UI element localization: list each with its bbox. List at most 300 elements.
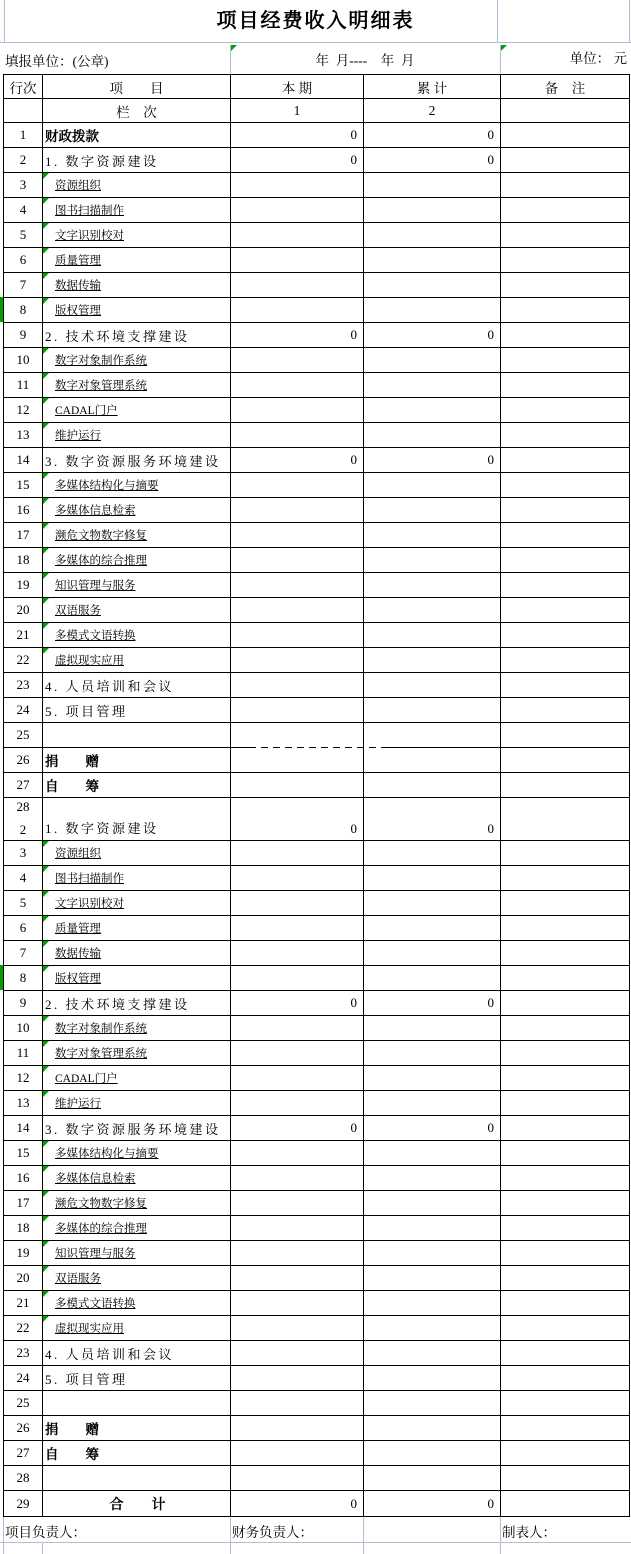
- remark-cell[interactable]: [501, 1166, 629, 1190]
- current-value-cell[interactable]: [231, 1416, 364, 1440]
- item-cell[interactable]: 多媒体结构化与摘要: [43, 1141, 231, 1165]
- cumulative-value-cell[interactable]: [364, 523, 501, 547]
- item-cell[interactable]: 1. 数字资源建设: [43, 148, 231, 172]
- item-cell[interactable]: 数字对象制作系统: [43, 1016, 231, 1040]
- cell-flag-icon: [43, 1241, 49, 1247]
- remark-cell[interactable]: [501, 1066, 629, 1090]
- remark-cell[interactable]: [501, 1091, 629, 1115]
- current-value-cell[interactable]: 0: [231, 798, 364, 840]
- lanci-remark-blank[interactable]: [501, 99, 629, 122]
- current-value-cell[interactable]: [231, 1041, 364, 1065]
- project-lead-label[interactable]: 项目负责人：: [5, 1525, 86, 1540]
- remark-cell[interactable]: [501, 473, 629, 497]
- remark-cell[interactable]: [501, 891, 629, 915]
- row-no-cell[interactable]: 14: [4, 1116, 43, 1140]
- lanci-blank[interactable]: [4, 99, 43, 122]
- current-value-cell[interactable]: [231, 916, 364, 940]
- remark-cell[interactable]: [501, 1291, 629, 1315]
- cumulative-value-cell[interactable]: 0: [364, 1116, 501, 1140]
- currency-unit-cell[interactable]: 单位： 元: [569, 51, 627, 66]
- remark-cell[interactable]: [501, 223, 629, 247]
- item-cell[interactable]: 数据传输: [43, 273, 231, 297]
- remark-cell[interactable]: [501, 748, 629, 772]
- current-value-cell[interactable]: 0: [231, 1491, 364, 1516]
- item-cell[interactable]: 数字对象管理系统: [43, 1041, 231, 1065]
- cumulative-value-cell[interactable]: 0: [364, 123, 501, 147]
- current-value-cell[interactable]: [231, 1366, 364, 1390]
- remark-cell[interactable]: [501, 248, 629, 272]
- item-cell[interactable]: 捐 赠: [43, 748, 231, 772]
- header-current[interactable]: 本 期: [231, 75, 364, 98]
- row-no-cell[interactable]: 21: [4, 623, 43, 647]
- row-no-cell[interactable]: 14: [4, 448, 43, 472]
- row-no-cell[interactable]: 25: [4, 1391, 43, 1415]
- header-cumulative[interactable]: 累 计: [364, 75, 501, 98]
- current-value-cell[interactable]: [231, 1341, 364, 1365]
- current-value-cell[interactable]: [231, 423, 364, 447]
- cumulative-value-cell[interactable]: [364, 966, 501, 990]
- current-value-cell[interactable]: 0: [231, 148, 364, 172]
- item-cell[interactable]: [43, 1466, 231, 1490]
- item-cell[interactable]: 5. 项目管理: [43, 1366, 231, 1390]
- item-cell[interactable]: [43, 723, 231, 747]
- row-no-cell[interactable]: 13: [4, 1091, 43, 1115]
- row-no-cell[interactable]: [4, 798, 43, 840]
- current-value-cell[interactable]: [231, 841, 364, 865]
- row-no-cell[interactable]: 26: [4, 748, 43, 772]
- item-cell[interactable]: 5. 项目管理: [43, 698, 231, 722]
- remark-cell[interactable]: [501, 123, 629, 147]
- remark-cell[interactable]: [501, 598, 629, 622]
- table-row: [4, 448, 629, 473]
- remark-cell[interactable]: [501, 148, 629, 172]
- row-no-cell[interactable]: 27: [4, 1441, 43, 1465]
- cumulative-value-cell[interactable]: 0: [364, 991, 501, 1015]
- remark-cell[interactable]: [501, 966, 629, 990]
- cumulative-value-cell[interactable]: [364, 1166, 501, 1190]
- item-cell[interactable]: 知识管理与服务: [43, 1241, 231, 1265]
- current-value-cell[interactable]: [231, 966, 364, 990]
- item-cell[interactable]: 知识管理与服务: [43, 573, 231, 597]
- current-value-cell[interactable]: [231, 1241, 364, 1265]
- current-value-cell[interactable]: [231, 1066, 364, 1090]
- row-no-cell[interactable]: 5: [4, 223, 43, 247]
- current-value-cell[interactable]: [231, 298, 364, 322]
- current-value-cell[interactable]: [231, 1216, 364, 1240]
- item-cell[interactable]: 多媒体的综合推理: [43, 548, 231, 572]
- lanci-col1[interactable]: 1: [231, 99, 364, 122]
- preparer-label[interactable]: 制表人：: [502, 1525, 556, 1540]
- remark-cell[interactable]: [501, 273, 629, 297]
- cumulative-value-cell[interactable]: [364, 841, 501, 865]
- remark-cell[interactable]: [501, 773, 629, 797]
- item-cell[interactable]: 图书扫描制作: [43, 198, 231, 222]
- current-value-cell[interactable]: [231, 198, 364, 222]
- item-cell[interactable]: 4. 人员培训和会议: [43, 1341, 231, 1365]
- row-no-cell[interactable]: 20: [4, 598, 43, 622]
- cumulative-value-cell[interactable]: [364, 773, 501, 797]
- cumulative-value-cell[interactable]: [364, 1266, 501, 1290]
- cumulative-value-cell[interactable]: [364, 298, 501, 322]
- cumulative-value-cell[interactable]: [364, 916, 501, 940]
- current-value-cell[interactable]: [231, 1291, 364, 1315]
- row-no-cell[interactable]: 11: [4, 373, 43, 397]
- cumulative-value-cell[interactable]: [364, 223, 501, 247]
- remark-cell[interactable]: [501, 991, 629, 1015]
- reporting-unit-cell[interactable]: 填报单位：(公章): [5, 54, 109, 69]
- row-no-cell[interactable]: 12: [4, 398, 43, 422]
- cumulative-value-cell[interactable]: [364, 941, 501, 965]
- item-cell[interactable]: 财政拨款: [43, 123, 231, 147]
- current-value-cell[interactable]: 0: [231, 323, 364, 347]
- current-value-cell[interactable]: [231, 373, 364, 397]
- cumulative-value-cell[interactable]: [364, 423, 501, 447]
- remark-cell[interactable]: [501, 798, 629, 840]
- remark-cell[interactable]: [501, 673, 629, 697]
- cumulative-value-cell[interactable]: [364, 1366, 501, 1390]
- item-cell[interactable]: 维护运行: [43, 1091, 231, 1115]
- row-no-cell[interactable]: 5: [4, 891, 43, 915]
- item-cell[interactable]: 质量管理: [43, 916, 231, 940]
- current-value-cell[interactable]: [231, 698, 364, 722]
- remark-cell[interactable]: [501, 1191, 629, 1215]
- item-cell[interactable]: 双语服务: [43, 1266, 231, 1290]
- cumulative-value-cell[interactable]: [364, 1216, 501, 1240]
- row-no-cell[interactable]: 9: [4, 991, 43, 1015]
- cumulative-value-cell[interactable]: [364, 866, 501, 890]
- cumulative-value-cell[interactable]: [364, 648, 501, 672]
- row-no-cell[interactable]: 2: [4, 148, 43, 172]
- cumulative-value-cell[interactable]: [364, 1241, 501, 1265]
- item-cell[interactable]: 文字识别校对: [43, 223, 231, 247]
- row-no-cell[interactable]: 29: [4, 1491, 43, 1516]
- meta-row: [0, 43, 631, 74]
- cumulative-value-cell[interactable]: 0: [364, 448, 501, 472]
- current-value-cell[interactable]: [231, 398, 364, 422]
- remark-cell[interactable]: [501, 1241, 629, 1265]
- remark-cell[interactable]: [501, 1341, 629, 1365]
- item-cell[interactable]: 多媒体信息检索: [43, 1166, 231, 1190]
- item-cell[interactable]: 2. 技术环境支撑建设: [43, 991, 231, 1015]
- current-value-cell[interactable]: [231, 773, 364, 797]
- remark-cell[interactable]: [501, 398, 629, 422]
- finance-lead-label[interactable]: 财务负责人：: [232, 1525, 313, 1540]
- item-cell[interactable]: 虚拟现实应用: [43, 648, 231, 672]
- remark-cell[interactable]: [501, 548, 629, 572]
- remark-cell[interactable]: [501, 1016, 629, 1040]
- item-cell[interactable]: 多媒体的综合推理: [43, 1216, 231, 1240]
- current-value-cell[interactable]: [231, 1466, 364, 1490]
- row-no-cell[interactable]: 6: [4, 916, 43, 940]
- current-value-cell[interactable]: [231, 548, 364, 572]
- current-value-cell[interactable]: [231, 1316, 364, 1340]
- remark-cell[interactable]: [501, 498, 629, 522]
- cumulative-value-cell[interactable]: [364, 623, 501, 647]
- cumulative-value-cell[interactable]: [364, 1416, 501, 1440]
- item-cell[interactable]: 文字识别校对: [43, 891, 231, 915]
- item-cell[interactable]: 3. 数字资源服务环境建设: [43, 1116, 231, 1140]
- item-cell[interactable]: 质量管理: [43, 248, 231, 272]
- current-value-cell[interactable]: [231, 748, 364, 772]
- row-no-cell[interactable]: 15: [4, 473, 43, 497]
- lanci-label[interactable]: 栏 次: [43, 99, 231, 122]
- row-no-cell[interactable]: 24: [4, 1366, 43, 1390]
- row-no-cell[interactable]: 24: [4, 698, 43, 722]
- current-value-cell[interactable]: [231, 623, 364, 647]
- item-cell[interactable]: 资源组织: [43, 173, 231, 197]
- cumulative-value-cell[interactable]: [364, 1066, 501, 1090]
- item-cell[interactable]: 1. 数字资源建设: [43, 798, 231, 840]
- remark-cell[interactable]: [501, 348, 629, 372]
- item-cell[interactable]: 版权管理: [43, 966, 231, 990]
- cumulative-value-cell[interactable]: [364, 1191, 501, 1215]
- table-row: [4, 523, 629, 548]
- current-value-cell[interactable]: [231, 248, 364, 272]
- item-cell[interactable]: 2. 技术环境支撑建设: [43, 323, 231, 347]
- row-no-cell[interactable]: 28: [4, 1466, 43, 1490]
- cumulative-value-cell[interactable]: [364, 1341, 501, 1365]
- remark-cell[interactable]: [501, 523, 629, 547]
- remark-cell[interactable]: [501, 1466, 629, 1490]
- remark-cell[interactable]: [501, 866, 629, 890]
- item-cell[interactable]: 捐 赠: [43, 1416, 231, 1440]
- cumulative-value-cell[interactable]: [364, 698, 501, 722]
- current-value-cell[interactable]: [231, 573, 364, 597]
- cumulative-value-cell[interactable]: [364, 1466, 501, 1490]
- cumulative-value-cell[interactable]: [364, 1291, 501, 1315]
- remark-cell[interactable]: [501, 373, 629, 397]
- item-cell[interactable]: 濒危文物数字修复: [43, 523, 231, 547]
- item-cell[interactable]: 图书扫描制作: [43, 866, 231, 890]
- remark-cell[interactable]: [501, 198, 629, 222]
- current-value-cell[interactable]: [231, 1091, 364, 1115]
- remark-cell[interactable]: [501, 1266, 629, 1290]
- current-value-cell[interactable]: [231, 1191, 364, 1215]
- remark-cell[interactable]: [501, 623, 629, 647]
- remark-cell[interactable]: [501, 1441, 629, 1465]
- remark-cell[interactable]: [501, 1141, 629, 1165]
- row-no-cell[interactable]: 22: [4, 1316, 43, 1340]
- current-value-cell[interactable]: [231, 1266, 364, 1290]
- row-no-cell[interactable]: 18: [4, 548, 43, 572]
- row-no-cell[interactable]: 10: [4, 348, 43, 372]
- row-no-cell[interactable]: 22: [4, 648, 43, 672]
- current-value-cell[interactable]: [231, 866, 364, 890]
- table-row: [4, 648, 629, 673]
- row-no-cell[interactable]: 17: [4, 1191, 43, 1215]
- row-no-cell[interactable]: 13: [4, 423, 43, 447]
- item-cell[interactable]: 数据传输: [43, 941, 231, 965]
- row-no-cell[interactable]: 3: [4, 841, 43, 865]
- current-value-cell[interactable]: 0: [231, 1116, 364, 1140]
- header-item[interactable]: 项 目: [43, 75, 231, 98]
- item-cell[interactable]: 版权管理: [43, 298, 231, 322]
- remark-cell[interactable]: [501, 1391, 629, 1415]
- item-cell[interactable]: 自 筹: [43, 1441, 231, 1465]
- item-cell[interactable]: 合 计: [43, 1491, 231, 1516]
- row-no-cell[interactable]: 15: [4, 1141, 43, 1165]
- row-no-cell[interactable]: 8: [4, 966, 43, 990]
- row-no-cell[interactable]: 10: [4, 1016, 43, 1040]
- cumulative-value-cell[interactable]: [364, 548, 501, 572]
- row-no-cell[interactable]: 4: [4, 198, 43, 222]
- row-no-cell[interactable]: 23: [4, 1341, 43, 1365]
- current-value-cell[interactable]: [231, 1441, 364, 1465]
- current-value-cell[interactable]: 0: [231, 991, 364, 1015]
- remark-cell[interactable]: [501, 723, 629, 747]
- row-no-cell[interactable]: 23: [4, 673, 43, 697]
- header-remark[interactable]: 备 注: [544, 80, 586, 96]
- current-value-cell[interactable]: 0: [231, 448, 364, 472]
- current-value-cell[interactable]: [231, 1016, 364, 1040]
- period-cell[interactable]: 年 月---- 年 月: [315, 53, 415, 68]
- current-value-cell[interactable]: 0: [231, 123, 364, 147]
- current-value-cell[interactable]: [231, 523, 364, 547]
- remark-cell[interactable]: [501, 173, 629, 197]
- cumulative-value-cell[interactable]: [364, 1141, 501, 1165]
- row-no-cell[interactable]: 27: [4, 773, 43, 797]
- current-value-cell[interactable]: [231, 648, 364, 672]
- cumulative-value-cell[interactable]: 0: [364, 323, 501, 347]
- cumulative-value-cell[interactable]: [364, 1041, 501, 1065]
- remark-cell[interactable]: [501, 841, 629, 865]
- row-no-cell[interactable]: 16: [4, 498, 43, 522]
- row-no-cell[interactable]: 4: [4, 866, 43, 890]
- cumulative-value-cell[interactable]: [364, 891, 501, 915]
- cumulative-value-cell[interactable]: [364, 1091, 501, 1115]
- row-no-cell[interactable]: 7: [4, 273, 43, 297]
- item-cell[interactable]: 3. 数字资源服务环境建设: [43, 448, 231, 472]
- item-cell[interactable]: 多媒体结构化与摘要: [43, 473, 231, 497]
- table-row: [4, 1216, 629, 1241]
- row-no-cell[interactable]: 19: [4, 573, 43, 597]
- current-value-cell[interactable]: [231, 1141, 364, 1165]
- item-cell[interactable]: 数字对象管理系统: [43, 373, 231, 397]
- current-value-cell[interactable]: [231, 1166, 364, 1190]
- current-value-cell[interactable]: [231, 473, 364, 497]
- remark-cell[interactable]: [501, 448, 629, 472]
- row-no-cell[interactable]: 21: [4, 1291, 43, 1315]
- cumulative-value-cell[interactable]: [364, 1441, 501, 1465]
- cumulative-value-cell[interactable]: [364, 598, 501, 622]
- remark-cell[interactable]: [501, 323, 629, 347]
- item-cell[interactable]: 多模式文语转换: [43, 1291, 231, 1315]
- row-no-cell[interactable]: 12: [4, 1066, 43, 1090]
- cumulative-value-cell[interactable]: [364, 1316, 501, 1340]
- remark-cell[interactable]: [501, 1416, 629, 1440]
- row-no-cell[interactable]: 1: [4, 123, 43, 147]
- item-cell[interactable]: 自 筹: [43, 773, 231, 797]
- current-value-cell[interactable]: [231, 723, 364, 747]
- row-no-cell[interactable]: 6: [4, 248, 43, 272]
- lanci-col2[interactable]: 2: [364, 99, 501, 122]
- remark-cell[interactable]: [501, 1491, 629, 1516]
- cumulative-value-cell[interactable]: [364, 1391, 501, 1415]
- row-no-cell[interactable]: 17: [4, 523, 43, 547]
- item-cell[interactable]: 数字对象制作系统: [43, 348, 231, 372]
- row-no-cell[interactable]: 3: [4, 173, 43, 197]
- cumulative-value-cell[interactable]: 0: [364, 148, 501, 172]
- item-cell[interactable]: 多媒体信息检索: [43, 498, 231, 522]
- current-value-cell[interactable]: [231, 941, 364, 965]
- row-no-cell[interactable]: 11: [4, 1041, 43, 1065]
- item-cell[interactable]: 双语服务: [43, 598, 231, 622]
- item-cell[interactable]: [43, 1391, 231, 1415]
- cumulative-value-cell[interactable]: [364, 198, 501, 222]
- row-no-cell[interactable]: 16: [4, 1166, 43, 1190]
- row-no-cell[interactable]: 9: [4, 323, 43, 347]
- cumulative-value-cell[interactable]: [364, 398, 501, 422]
- cumulative-value-cell[interactable]: [364, 723, 501, 747]
- cumulative-value-cell[interactable]: [364, 498, 501, 522]
- remark-cell[interactable]: [501, 1366, 629, 1390]
- row-no-cell[interactable]: 18: [4, 1216, 43, 1240]
- row-no-cell[interactable]: 7: [4, 941, 43, 965]
- item-cell[interactable]: CADAL门户: [43, 1066, 231, 1090]
- current-value-cell[interactable]: [231, 498, 364, 522]
- row-no-cell[interactable]: 26: [4, 1416, 43, 1440]
- remark-cell[interactable]: [501, 648, 629, 672]
- cumulative-value-cell[interactable]: [364, 1016, 501, 1040]
- current-value-cell[interactable]: [231, 598, 364, 622]
- header-row-no[interactable]: 行次: [4, 75, 43, 98]
- item-cell[interactable]: 4. 人员培训和会议: [43, 673, 231, 697]
- remark-cell[interactable]: [501, 1116, 629, 1140]
- item-cell[interactable]: 资源组织: [43, 841, 231, 865]
- cumulative-value-cell[interactable]: [364, 573, 501, 597]
- cumulative-value-cell[interactable]: [364, 473, 501, 497]
- current-value-cell[interactable]: [231, 673, 364, 697]
- remark-cell[interactable]: [501, 1316, 629, 1340]
- cumulative-value-cell[interactable]: [364, 373, 501, 397]
- cumulative-value-cell[interactable]: [364, 748, 501, 772]
- gridline: [3, 1543, 4, 1554]
- item-cell[interactable]: 维护运行: [43, 423, 231, 447]
- current-value-cell[interactable]: [231, 173, 364, 197]
- row-no-cell[interactable]: 20: [4, 1266, 43, 1290]
- remark-cell[interactable]: [501, 698, 629, 722]
- cumulative-value-cell[interactable]: [364, 673, 501, 697]
- item-cell[interactable]: CADAL门户: [43, 398, 231, 422]
- current-value-cell[interactable]: [231, 891, 364, 915]
- cumulative-value-cell[interactable]: [364, 248, 501, 272]
- row-no-cell[interactable]: 19: [4, 1241, 43, 1265]
- remark-cell[interactable]: [501, 423, 629, 447]
- current-value-cell[interactable]: [231, 273, 364, 297]
- current-value-cell[interactable]: [231, 223, 364, 247]
- remark-cell[interactable]: [501, 1216, 629, 1240]
- cumulative-value-cell[interactable]: [364, 348, 501, 372]
- cumulative-value-cell[interactable]: [364, 273, 501, 297]
- cumulative-value-cell[interactable]: 0: [364, 798, 501, 840]
- row-no-cell[interactable]: 8: [4, 298, 43, 322]
- remark-cell[interactable]: [501, 298, 629, 322]
- item-cell[interactable]: 多模式文语转换: [43, 623, 231, 647]
- item-cell[interactable]: 濒危文物数字修复: [43, 1191, 231, 1215]
- gridline: [500, 1517, 501, 1542]
- row-no-cell[interactable]: 25: [4, 723, 43, 747]
- item-cell[interactable]: 虚拟现实应用: [43, 1316, 231, 1340]
- table-row: [4, 866, 629, 891]
- cumulative-value-cell[interactable]: 0: [364, 1491, 501, 1516]
- remark-cell[interactable]: [501, 941, 629, 965]
- remark-cell[interactable]: [501, 1041, 629, 1065]
- cumulative-value-cell[interactable]: [364, 173, 501, 197]
- current-value-cell[interactable]: [231, 348, 364, 372]
- remark-cell[interactable]: [501, 573, 629, 597]
- current-value-cell[interactable]: [231, 1391, 364, 1415]
- remark-cell[interactable]: [501, 916, 629, 940]
